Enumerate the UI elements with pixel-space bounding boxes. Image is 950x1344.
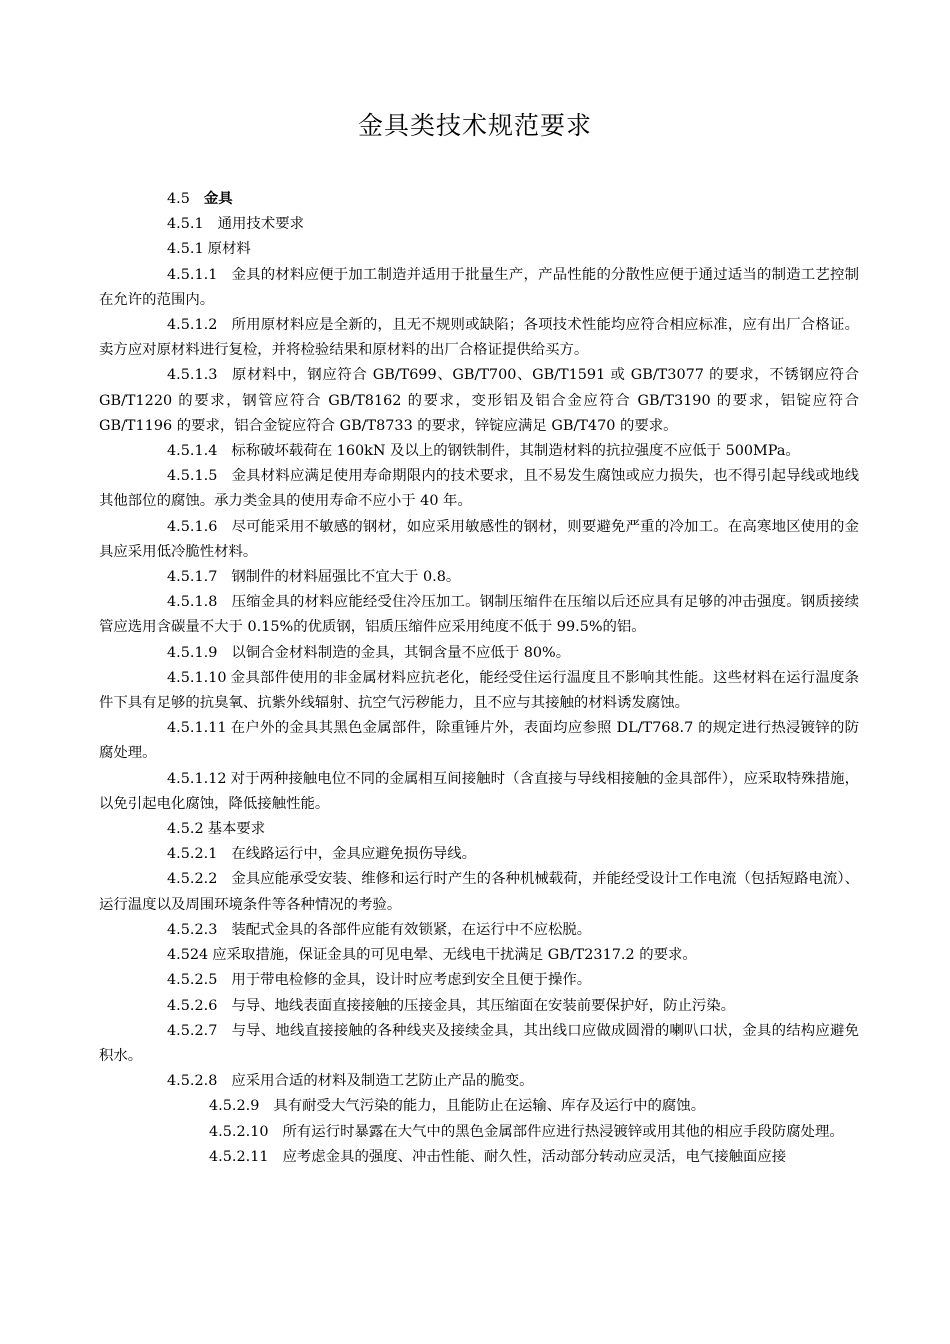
section-number: 4.5.2.2 bbox=[167, 871, 218, 888]
section-number: 4.5.2.10 bbox=[209, 1123, 269, 1140]
section-paragraph bbox=[99, 817, 859, 842]
section-text: 压缩金具的材料应能经受住冷压加工。钢制压缩件在压缩以后还应具有足够的冲击强度。钢质接续管应选用含碳量不大于 0.15%的优质钢，铝质压缩件应采用纯度不低于 99.5%的铝。 bbox=[99, 594, 859, 636]
section-text: 原材料 bbox=[207, 241, 251, 258]
section-number: 4.5.1 bbox=[167, 216, 204, 233]
section-paragraph bbox=[99, 767, 859, 817]
section-paragraph bbox=[99, 565, 859, 590]
section-number: 4.5.1.2 bbox=[167, 317, 218, 334]
section-text: 标称破坏载荷在 160kN 及以上的钢铁制件，其制造材料的抗拉强度不应低于 500MPa。 bbox=[231, 443, 800, 460]
section-number: 4.5.1.5 bbox=[167, 468, 218, 485]
section-text: 金具部件使用的非金属材料应抗老化，能经受住运行温度且不影响其性能。这些材料在运行温度条件下具有足够的抗臭氧、抗紫外线辐射、抗空气污秽能力，且不应与其接触的材料诱发腐蚀。 bbox=[99, 669, 859, 712]
section-number: 4.5.1.6 bbox=[167, 518, 218, 535]
section-number: 4.5.1.8 bbox=[167, 594, 218, 611]
section-paragraph bbox=[99, 439, 859, 464]
section-paragraph bbox=[99, 867, 859, 917]
section-number: 4.5.2.1 bbox=[167, 846, 218, 863]
section-text: 钢制件的材料屈强比不宜大于 0.8。 bbox=[231, 569, 461, 586]
section-number: 4.524 bbox=[167, 947, 209, 964]
section-text: 应采用合适的材料及制造工艺防止产品的脆变。 bbox=[231, 1073, 534, 1090]
section-paragraph bbox=[99, 263, 859, 313]
section-paragraph bbox=[99, 464, 859, 514]
section-paragraph bbox=[99, 666, 859, 716]
section-number: 4.5.1.11 bbox=[167, 720, 227, 737]
section-paragraph bbox=[99, 968, 859, 993]
section-paragraph bbox=[141, 1145, 859, 1170]
section-text: 应采取措施，保证金具的可见电晕、无线电干扰满足 GB/T2317.2 的要求。 bbox=[212, 947, 697, 964]
section-paragraph bbox=[99, 186, 859, 212]
section-paragraph bbox=[99, 842, 859, 867]
section-text: 在户外的金具其黑色金属部件，除重锤片外，表面均应参照 DL/T768.7 的规定进行热浸镀锌的防腐处理。 bbox=[99, 720, 859, 762]
section-number: 4.5.2.9 bbox=[209, 1098, 260, 1115]
section-paragraph bbox=[99, 994, 859, 1019]
section-text: 与导、地线表面直接接触的压接金具，其压缩面在安装前要保护好，防止污染。 bbox=[231, 997, 736, 1014]
section-paragraph bbox=[141, 1120, 859, 1145]
section-paragraph bbox=[99, 716, 859, 766]
section-number: 4.5.2.11 bbox=[209, 1148, 269, 1165]
section-paragraph bbox=[99, 943, 859, 968]
section-number: 4.5.2.3 bbox=[167, 921, 218, 938]
section-text: 用于带电检修的金具，设计时应考虑到安全且便于操作。 bbox=[231, 972, 592, 989]
section-number: 4.5.1.7 bbox=[167, 569, 218, 586]
section-text: 通用技术要求 bbox=[217, 216, 304, 233]
section-paragraph bbox=[99, 1019, 859, 1069]
section-paragraph bbox=[99, 1069, 859, 1094]
section-text: 金具 bbox=[203, 190, 233, 207]
document-body bbox=[99, 186, 859, 1170]
section-number: 4.5.1.10 bbox=[167, 669, 227, 686]
section-number: 4.5.1.12 bbox=[167, 770, 227, 787]
section-text: 在线路运行中，金具应避免损伤导线。 bbox=[231, 846, 477, 863]
section-number: 4.5.2.7 bbox=[167, 1022, 218, 1039]
section-number: 4.5.2.8 bbox=[167, 1073, 218, 1090]
section-text: 金具材料应满足使用寿命期限内的技术要求，且不易发生腐蚀或应力损失，也不得引起导线或地线其他部位的腐蚀。承力类金具的使用寿命不应小于 40 年。 bbox=[99, 468, 859, 510]
section-number: 4.5.1 bbox=[167, 241, 204, 258]
section-number: 4.5.2.5 bbox=[167, 972, 218, 989]
section-number: 4.5.1.4 bbox=[167, 443, 218, 460]
section-number: 4.5 bbox=[167, 191, 190, 207]
section-number: 4.5.1.1 bbox=[167, 266, 218, 283]
section-number: 4.5.1.9 bbox=[167, 644, 218, 661]
section-text: 装配式金具的各部件应能有效锁紧，在运行中不应松脱。 bbox=[231, 921, 592, 938]
section-text: 尽可能采用不敏感的钢材，如应采用敏感性的钢材，则要避免严重的冷加工。在高寒地区使用的金具应采用低冷脆性材料。 bbox=[99, 518, 859, 560]
section-paragraph bbox=[99, 515, 859, 565]
section-text: 具有耐受大气污染的能力，且能防止在运输、库存及运行中的腐蚀。 bbox=[273, 1098, 706, 1115]
section-text: 与导、地线直接接触的各种线夹及接续金具，其出线口应做成圆滑的喇叭口状，金具的结构应避免积水。 bbox=[99, 1022, 859, 1064]
section-text: 所用原材料应是全新的，且无不规则或缺陷；各项技术性能均应符合相应标准，应有出厂合格证。卖方应对原材料进行复检，并将检验结果和原材料的出厂合格证提供给买方。 bbox=[99, 317, 859, 359]
section-paragraph bbox=[141, 1094, 859, 1119]
section-number: 4.5.2.6 bbox=[167, 997, 218, 1014]
section-paragraph bbox=[99, 641, 859, 666]
section-text: 基本要求 bbox=[207, 821, 266, 838]
section-paragraph bbox=[99, 212, 859, 237]
section-paragraph bbox=[99, 313, 859, 363]
section-text: 所有运行时暴露在大气中的黑色金属部件应进行热浸镀锌或用其他的相应手段防腐处理。 bbox=[282, 1123, 844, 1140]
document-title: 金具类技术规范要求 bbox=[357, 111, 592, 140]
section-text: 对于两种接触电位不同的金属相互间接触时（含直接与导线相接触的金具部件），应采取特殊措施，以免引起电化腐蚀，降低接触性能。 bbox=[99, 770, 859, 812]
section-paragraph bbox=[99, 237, 859, 262]
section-text: 应考虑金具的强度、冲击性能、耐久性，活动部分转动应灵活，电气接触面应接 bbox=[282, 1148, 787, 1165]
section-text: 金具应能承受安装、维修和运行时产生的各种机械载荷，并能经受设计工作电流（包括短路电流）、运行温度以及周围环境条件等各种情况的考验。 bbox=[99, 871, 859, 913]
section-text: 原材料中，钢应符合 GB/T699、GB/T700、GB/T1591 或 GB/T3077 的要求，不锈钢应符合 GB/T1220 的要求，钢管应符合 GB/T8162 的要求，变形铝及铝合金应符合 GB/T3190 的要求，铝锭应符合 GB/T1196 的要求，铝合金锭应符合 GB/T8733 的要求，锌锭应满足 GB/T470 的要求。 bbox=[99, 367, 859, 434]
section-paragraph bbox=[99, 590, 859, 640]
section-text: 以铜合金材料制造的金具，其铜含量不应低于 80%。 bbox=[231, 644, 571, 661]
section-paragraph bbox=[99, 918, 859, 943]
section-paragraph bbox=[99, 363, 859, 439]
section-text: 金具的材料应便于加工制造并适用于批量生产，产品性能的分散性应便于通过适当的制造工艺控制在允许的范围内。 bbox=[99, 266, 859, 308]
section-number: 4.5.1.3 bbox=[167, 367, 218, 384]
section-number: 4.5.2 bbox=[167, 821, 204, 838]
